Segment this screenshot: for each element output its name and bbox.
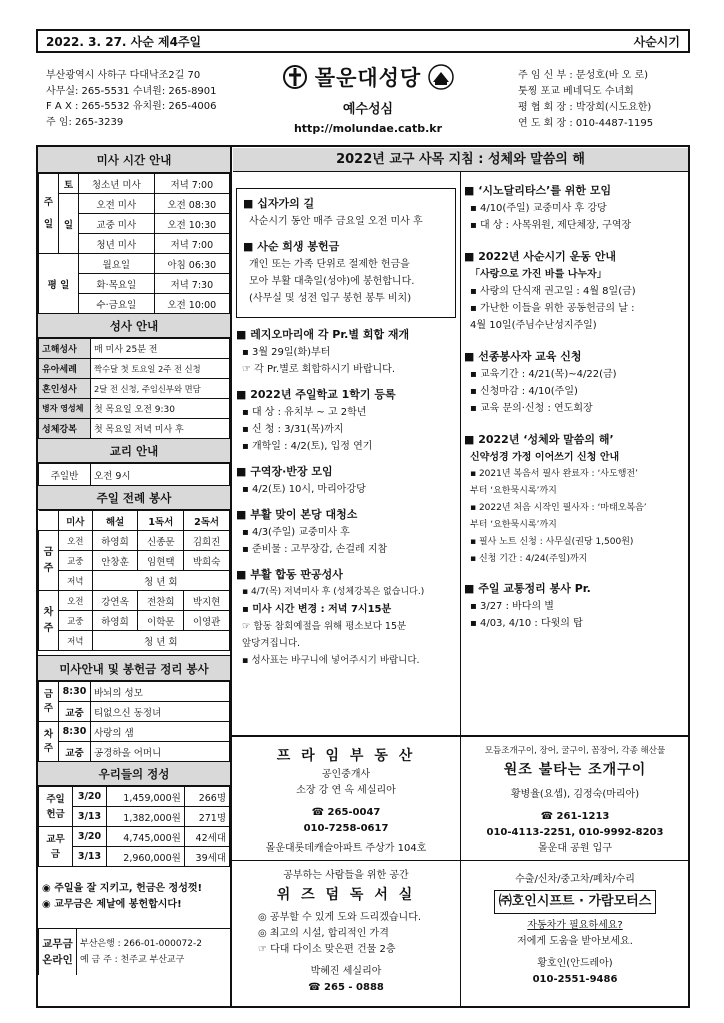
mass-time: 오전 10:00 <box>154 294 229 314</box>
notice-item: ▪ 3월 29일(화)부터 <box>242 347 331 358</box>
date: 3/20 <box>73 787 107 807</box>
amount: 1,382,000원 <box>107 807 185 827</box>
notice-item: 부터 ‘요한묵시록’까지 <box>470 486 557 496</box>
patron-title: 예수성심 <box>342 102 394 117</box>
col-header: 미사 <box>59 511 93 531</box>
notice-item: ▪ 사랑의 단식재 권고일 : 4월 8일(금) <box>470 286 636 297</box>
notice-item: ▪ 2021년 복음서 필사 완료자 : ‘사도행전’ <box>470 469 638 479</box>
notice-heading: ■ 선종봉사자 교육 신청 <box>464 350 582 363</box>
notice-item: ☞ 각 Pr.별로 회합하시기 바랍니다. <box>242 364 396 375</box>
online-label: 교무금 온라인 <box>39 929 77 975</box>
mass-time: 오전 08:30 <box>154 194 229 214</box>
ad-contact-name: 박혜진 세실리아 <box>310 966 382 977</box>
notice-item: ▪ 4/3(주일) 교중미사 후 <box>242 527 350 538</box>
ad-line: ☞ 다대 다이소 맞은편 건물 2층 <box>258 944 396 955</box>
sunday-day-label: 일 <box>59 194 79 254</box>
notice-item: 앞당겨집니다. <box>242 638 301 649</box>
mass-times-heading: 미사 시간 안내 <box>38 147 230 173</box>
column-divider <box>230 145 232 1008</box>
mass-type: 오전 <box>59 591 93 611</box>
sacrament-heading: 성사 안내 <box>38 314 230 338</box>
notice-item: ▪ 2022년 처음 시작인 필사자 : ‘마태오복음’ <box>470 503 647 513</box>
ad-tagline: 공부하는 사람들을 위한 공간 <box>283 870 409 881</box>
pastoral-guideline-title: 2022년 교구 사목 지침 : 성체와 말씀의 해 <box>233 148 688 172</box>
ad-phone: ☎ 265 - 0888 <box>308 982 384 993</box>
staff-info <box>518 68 698 132</box>
reader-2: 김희진 <box>184 531 230 551</box>
notice-item: ▪ 개학일 : 4/2(토), 입정 연기 <box>242 441 373 452</box>
mass-time: 교중 <box>59 702 91 722</box>
praesidium: 티없으신 동정녀 <box>91 702 230 722</box>
notice-item: 신약성경 가정 이어쓰기 신청 안내 <box>470 452 620 463</box>
notice-item: 「사랑으로 가진 바를 나누자」 <box>470 269 607 280</box>
ad-line: 공인중개사 <box>321 769 371 780</box>
ad-title: 원조 불타는 조개구이 <box>503 762 647 778</box>
church-building-icon <box>427 64 455 90</box>
amount: 4,745,000원 <box>107 827 185 847</box>
notice-heading: ■ 레지오마리애 각 Pr.별 회합 재개 <box>236 328 410 341</box>
this-week-label: 금주 <box>39 531 59 591</box>
sacrament-name: 유아세례 <box>39 359 91 379</box>
sacrament-detail: 첫 목요일 오전 9:30 <box>91 399 230 419</box>
notice-item: ▪ 성사표는 바구니에 넣어주시기 바랍니다. <box>242 655 420 666</box>
ads-hdivider <box>232 860 689 861</box>
contact-info <box>46 68 256 130</box>
saturday-label: 토 <box>59 174 79 194</box>
reader-2: 박지현 <box>184 591 230 611</box>
notice-item: ▪ 신청마감 : 4/10(주일) <box>470 386 578 397</box>
notices-left <box>236 180 456 669</box>
notice-heading: ■ ‘시노달리타스’를 위한 모임 <box>464 184 612 197</box>
ad-study-room <box>234 868 458 996</box>
notice-item: ☞ 합동 참회예절을 위해 평소보다 15분 <box>242 621 407 632</box>
sacrament-detail: 2달 전 신청, 주임신부와 면담 <box>91 379 230 399</box>
ad-line: 저에게 도움을 받아보세요. <box>517 936 633 947</box>
mass-time: 저녁 7:00 <box>154 234 229 254</box>
ad-mobile: 010-2551-9486 <box>532 974 618 985</box>
lent-notice-box <box>236 188 456 318</box>
bank-account: 부산은행 : 266-01-000072-2 <box>80 939 202 949</box>
sunday-label: 주일 <box>39 174 59 254</box>
doctrine-label: 주일반 <box>39 464 91 486</box>
praesidium: 바뇌의 성모 <box>91 682 230 702</box>
date: 3/13 <box>73 847 107 867</box>
mass-time: 아침 06:30 <box>154 254 229 274</box>
notices-right <box>464 180 686 632</box>
youth-group: 청 년 회 <box>92 571 229 591</box>
amount: 1,459,000원 <box>107 787 185 807</box>
commentator: 안창훈 <box>92 551 138 571</box>
parish-name: 몰운대성당 <box>314 66 422 90</box>
reader-1: 임현택 <box>138 551 184 571</box>
ad-line: 자동차가 필요하세요? <box>527 920 623 931</box>
ad-contact-name: 황호인(안드레아) <box>537 958 613 969</box>
column-divider-2 <box>460 172 461 735</box>
notice-item: ▪ 필사 노트 신청 : 사무실(권당 1,500원) <box>470 537 634 547</box>
offering-notes <box>38 867 230 929</box>
mass-time: 저녁 7:00 <box>154 174 229 194</box>
phone-line: 사무실: 265-5531 수녀원: 265-8901 <box>46 85 217 97</box>
reader-1: 전찬희 <box>138 591 184 611</box>
ad-clam-restaurant <box>462 743 688 857</box>
ad-line: 소장 강 연 옥 세실리아 <box>296 785 396 796</box>
praesidium: 공경하올 어머니 <box>91 742 230 762</box>
ads-vdivider <box>460 735 461 1008</box>
notice-item: ▪ 가난한 이들을 위한 공동헌금의 날 : <box>470 303 635 314</box>
sacrament-detail: 짝수달 첫 토요일 2주 전 신청 <box>91 359 230 379</box>
date: 3/20 <box>73 827 107 847</box>
funeral-president-line: 연 도 회 장 : 010-4487-1195 <box>518 118 654 129</box>
liturgy-heading: 주일 전례 봉사 <box>38 486 230 510</box>
doctrine-time: 오전 9시 <box>91 464 230 486</box>
mass-type: 저녁 <box>59 571 93 591</box>
ad-mobile: 010-7258-0617 <box>303 823 389 834</box>
notice-item: ▪ 4/10(주일) 교중미사 후 강당 <box>470 203 607 214</box>
ad-tagline: 모듬조개구이, 장어, 굴구이, 꼼장어, 각종 해산물 <box>484 746 666 756</box>
this-week-label: 금주 <box>39 682 59 722</box>
ad-phone: ☎ 265-0047 <box>311 807 381 818</box>
count: 42세대 <box>184 827 229 847</box>
notice-item: ▪ 미사 시간 변경 : 저녁 7시15분 <box>242 604 392 615</box>
sacrament-name: 고해성사 <box>39 339 91 359</box>
mass-time: 오전 10:30 <box>154 214 229 234</box>
online-account-table <box>38 929 230 975</box>
liturgical-season: 사순시기 <box>633 34 680 49</box>
date: 3/13 <box>73 807 107 827</box>
fax-line: F A X : 265-5532 유치원: 265-4006 <box>46 101 217 112</box>
liturgy-table <box>38 510 230 651</box>
account-holder: 예 금 주 : 천주교 부산교구 <box>80 955 185 965</box>
praesidium: 사랑의 샘 <box>91 722 230 742</box>
mass-time: 8:30 <box>59 682 91 702</box>
guide-table <box>38 681 230 762</box>
mass-type: 저녁 <box>59 631 93 651</box>
issue-date: 2022. 3. 27. 사순 제4주일 <box>46 34 202 49</box>
sacrament-name: 혼인성사 <box>39 379 91 399</box>
parish-logo-icon <box>281 64 309 90</box>
notice-item: 부터 ‘요한묵시록’까지 <box>470 520 557 530</box>
ad-title: ㈜호인시프트 · 가람모터스 <box>494 890 657 914</box>
ad-motors <box>462 872 688 988</box>
mass-type: 오전 <box>59 531 93 551</box>
notice-heading: ■ 주일 교통정리 봉사 Pr. <box>464 582 591 595</box>
mass-name: 교중 미사 <box>79 214 155 234</box>
pastor-line: 주 임 신 부 : 문성호(바 오 로) <box>518 70 649 81</box>
mass-time: 교중 <box>59 742 91 762</box>
ad-title: 프 라 임 부 동 산 <box>276 748 416 764</box>
ad-address: 몰운대롯데캐슬아파트 주상가 104호 <box>265 843 427 854</box>
note-line: ◉ 주일을 잘 지키고, 헌금은 정성껏! <box>42 883 203 894</box>
notice-heading: ■ 십자가의 길 <box>243 197 315 210</box>
ad-address: 몰운대 공원 입구 <box>538 843 612 854</box>
notice-item: 개인 또는 가족 단위로 절제한 헌금을 <box>249 259 410 270</box>
offering-table <box>38 786 230 867</box>
pastor-phone-line: 주 임: 265-3239 <box>46 116 124 128</box>
col-header: 1독서 <box>138 511 184 531</box>
mass-name: 화·목요일 <box>79 274 155 294</box>
notice-item: ▪ 4/03, 4/10 : 다윗의 탑 <box>470 618 583 629</box>
ad-mobile: 010-4113-2251, 010-9992-8203 <box>486 827 664 838</box>
notice-heading: ■ 2022년 주일학교 1학기 등록 <box>236 388 396 401</box>
next-week-label: 차주 <box>39 722 59 762</box>
notice-item: 4월 10일(주님수난성지주일) <box>470 320 597 331</box>
notice-item: ▪ 교육기간 : 4/21(목)~4/22(금) <box>470 369 617 380</box>
commentator: 강연옥 <box>92 591 138 611</box>
sacrament-detail: 첫 목요일 저녁 미사 후 <box>91 419 230 439</box>
sacrament-detail: 매 미사 25분 전 <box>91 339 230 359</box>
guide-heading: 미사안내 및 봉헌금 정리 봉사 <box>38 655 230 681</box>
ad-line: ◎ 최고의 시설, 합리적인 가격 <box>258 928 389 939</box>
commentator: 하영희 <box>92 531 138 551</box>
doctrine-heading: 교리 안내 <box>38 439 230 463</box>
sisters-line: 툿찡 포교 베네딕도 수녀회 <box>518 86 634 97</box>
col-header: 해설 <box>92 511 138 531</box>
ad-real-estate <box>234 745 458 857</box>
sacrament-name: 성체강복 <box>39 419 91 439</box>
notice-heading: ■ 부활 맞이 본당 대청소 <box>236 508 358 521</box>
notice-item: 모아 부활 대축일(성야)에 봉헌합니다. <box>249 276 415 287</box>
notice-heading: ■ 2022년 ‘성체와 말씀의 해’ <box>464 433 614 446</box>
next-week-label: 차주 <box>39 591 59 651</box>
note-line: ◉ 교무금은 제날에 봉헌합시다! <box>42 899 182 910</box>
mass-name: 월요일 <box>79 254 155 274</box>
doctrine-table <box>38 463 230 486</box>
sunday-collection-label: 주일헌금 <box>39 787 73 827</box>
mass-time: 저녁 7:30 <box>154 274 229 294</box>
notice-item: ▪ 신청 기간 : 4/24(주일)까지 <box>470 554 588 564</box>
sacrament-name: 병자 영성체 <box>39 399 91 419</box>
notice-item: ▪ 대 상 : 유치부 ~ 고 2학년 <box>242 407 367 418</box>
reader-2: 박희숙 <box>184 551 230 571</box>
parish-dues-label: 교무금 <box>39 827 73 867</box>
amount: 2,960,000원 <box>107 847 185 867</box>
ad-line: 황병율(요셉), 김정숙(마리아) <box>510 789 640 800</box>
website-link[interactable]: http://molundae.catb.kr <box>293 122 443 135</box>
notice-heading: ■ 부활 합동 판공성사 <box>236 568 343 581</box>
notice-heading: ■ 2022년 사순시기 운동 안내 <box>464 250 616 263</box>
mass-type: 교중 <box>59 611 93 631</box>
mass-name: 청소년 미사 <box>79 174 155 194</box>
notice-item: ▪ 대 상 : 사목위원, 제단체장, 구역장 <box>470 220 632 231</box>
ad-phone: ☎ 261-1213 <box>540 811 610 822</box>
notice-heading: ■ 사순 희생 봉헌금 <box>243 240 340 253</box>
ad-tagline: 수출/신차/중고차/폐차/수리 <box>515 874 635 885</box>
notice-item: 사순시기 동안 매주 금요일 오전 미사 후 <box>249 216 423 227</box>
count: 271명 <box>184 807 229 827</box>
notice-item: ▪ 3/27 : 바다의 별 <box>470 601 554 612</box>
notice-item: ▪ 4/7(목) 저녁미사 후 (성체강복은 없습니다.) <box>242 587 425 597</box>
count: 39세대 <box>184 847 229 867</box>
reader-1: 신종문 <box>138 531 184 551</box>
commentator: 하영희 <box>92 611 138 631</box>
mass-name: 오전 미사 <box>79 194 155 214</box>
mass-times-table <box>38 173 230 314</box>
masthead <box>258 62 478 135</box>
count: 266명 <box>184 787 229 807</box>
council-president-line: 평 협 회 장 : 박장희(시도요한) <box>518 102 652 113</box>
reader-2: 이영관 <box>184 611 230 631</box>
mass-name: 수·금요일 <box>79 294 155 314</box>
offering-heading: 우리들의 정성 <box>38 762 230 786</box>
youth-group: 청 년 회 <box>92 631 229 651</box>
col-header: 2독서 <box>184 511 230 531</box>
reader-1: 이학문 <box>138 611 184 631</box>
notice-item: ▪ 4/2(토) 10시, 마리아강당 <box>242 484 366 495</box>
address-line: 부산광역시 사하구 다대낙조2길 70 <box>46 70 201 81</box>
top-bar <box>36 29 690 53</box>
ad-title: 위 즈 덤 독 서 실 <box>276 887 416 903</box>
notice-heading: ■ 구역장·반장 모임 <box>236 465 333 478</box>
notice-item: ▪ 교육 문의·신청 : 연도회장 <box>470 403 593 414</box>
sacrament-table <box>38 338 230 439</box>
ad-line: ◎ 공부할 수 있게 도와 드리겠습니다. <box>258 912 422 923</box>
mass-name: 청년 미사 <box>79 234 155 254</box>
notice-item: (사무실 및 성전 입구 봉헌 봉투 비치) <box>249 293 412 304</box>
weekday-label: 평 일 <box>39 254 79 314</box>
notice-item: ▪ 신 청 : 3/31(목)까지 <box>242 424 344 435</box>
mass-time: 8:30 <box>59 722 91 742</box>
mass-type: 교중 <box>59 551 93 571</box>
notice-item: ▪ 준비물 : 고무장갑, 손걸레 지참 <box>242 544 388 555</box>
left-column <box>38 147 230 975</box>
